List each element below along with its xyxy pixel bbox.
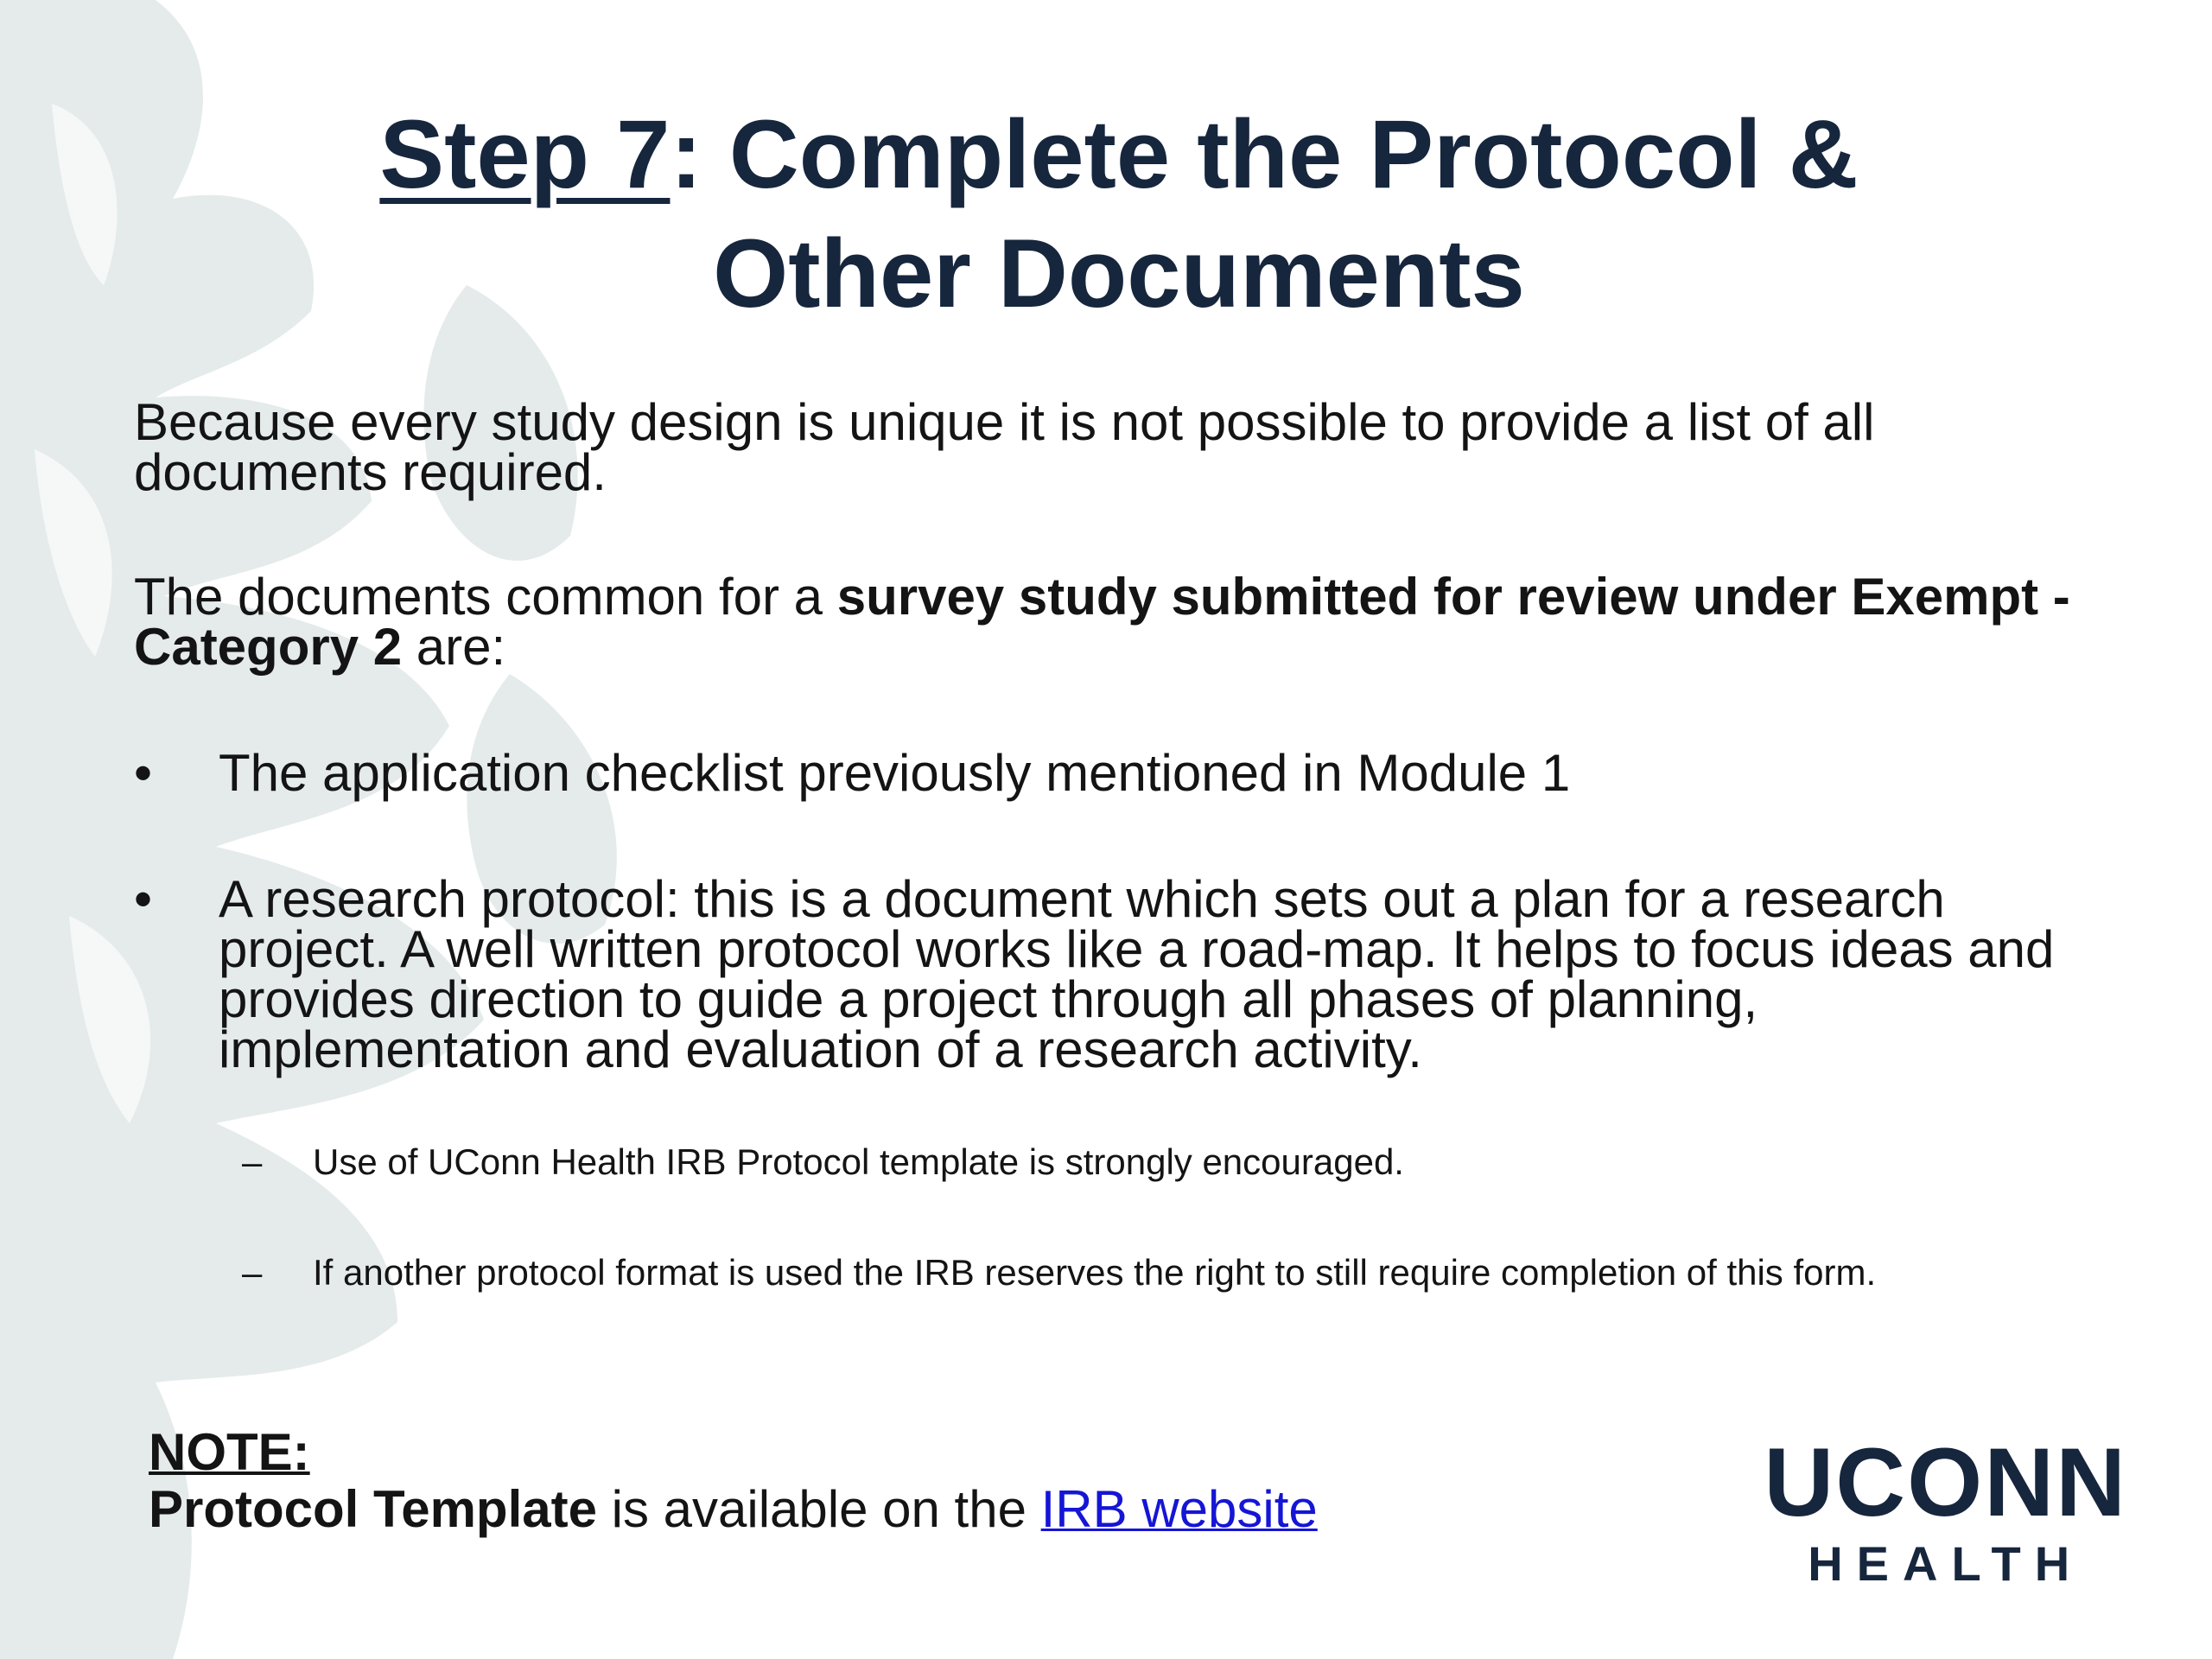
- sub-bullet-text: If another protocol format is used the IRB reserves the right to still require completion of this form.: [313, 1252, 1877, 1293]
- uconn-health-logo: [1764, 1428, 2127, 1592]
- bullet-item: [134, 870, 2061, 1078]
- title-line2: Other Documents: [713, 219, 1525, 327]
- sub-bullet-item: [242, 1141, 2091, 1184]
- slide-title: [130, 95, 2108, 334]
- bullet-marker: •: [134, 870, 153, 928]
- logo-line2: HEALTH: [1808, 1536, 2084, 1591]
- bullet-text: A research protocol: this is a document which sets out a plan for a research project. A well written protocol works like a road-map. It helps to focus ideas and provides direction to guide a project through all phases of planning, implementation and evaluation of a research activity.: [219, 870, 2055, 1078]
- common-bold: survey study submitted for review under Exempt - Category 2: [134, 568, 2070, 676]
- note-label: NOTE:: [149, 1423, 310, 1481]
- sub-bullet-text: Use of UConn Health IRB Protocol template is strongly encouraged.: [313, 1141, 1404, 1182]
- note-bold: Protocol Template: [149, 1480, 597, 1538]
- note-block: [149, 1424, 1318, 1538]
- common-docs-paragraph: [134, 568, 2095, 676]
- step-link[interactable]: Step 7: [379, 100, 671, 208]
- sub-bullet-item: [242, 1251, 2091, 1294]
- common-prefix: The documents common for a: [134, 568, 837, 626]
- common-suffix: are:: [402, 618, 506, 676]
- intro-paragraph: Because every study design is unique it is not possible to provide a list of all documents required.: [134, 393, 1875, 501]
- dash-marker: –: [242, 1141, 263, 1182]
- note-text: is available on the: [596, 1480, 1041, 1538]
- bullet-text: The application checklist previously mentioned in Module 1: [219, 744, 1571, 802]
- logo-line1: UCONN: [1764, 1428, 2127, 1536]
- irb-website-link[interactable]: IRB website: [1040, 1480, 1318, 1538]
- title-line1-rest: : Complete the Protocol &: [670, 100, 1859, 208]
- bullet-item: [134, 744, 2061, 802]
- dash-marker: –: [242, 1252, 263, 1293]
- bullet-marker: •: [134, 744, 153, 802]
